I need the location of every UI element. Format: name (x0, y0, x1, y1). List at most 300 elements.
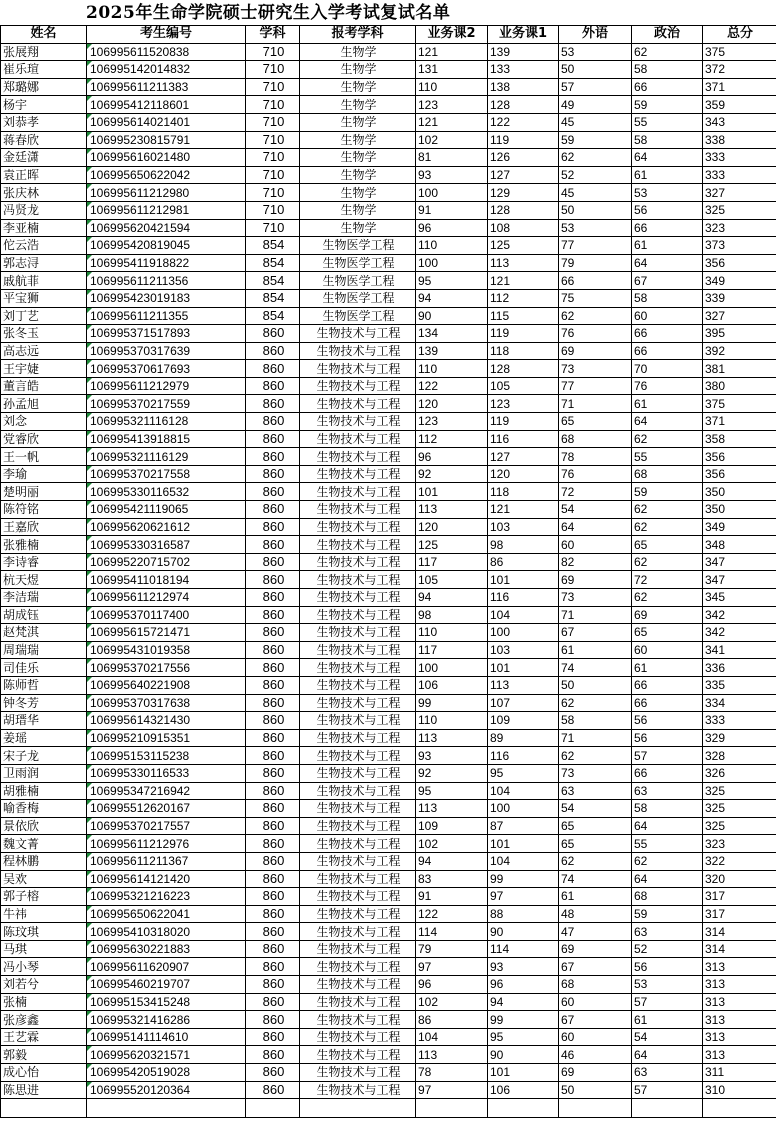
empty-cell[interactable] (87, 1099, 246, 1118)
cell-course2[interactable]: 102 (416, 131, 488, 149)
cell-exam-id[interactable]: 106995614121420 (87, 870, 246, 888)
cell-total[interactable]: 375 (703, 43, 776, 61)
cell-politics[interactable]: 52 (632, 940, 703, 958)
cell-foreign-language[interactable]: 77 (559, 237, 632, 255)
cell-name[interactable]: 刘念 (1, 413, 87, 431)
cell-name[interactable]: 王嘉欣 (1, 518, 87, 536)
empty-cell[interactable] (632, 1099, 703, 1118)
cell-politics[interactable]: 53 (632, 184, 703, 202)
cell-subject-code[interactable]: 860 (246, 395, 300, 413)
cell-foreign-language[interactable]: 73 (559, 360, 632, 378)
cell-total[interactable]: 317 (703, 905, 776, 923)
cell-major[interactable]: 生物技术与工程 (300, 553, 416, 571)
cell-politics[interactable]: 70 (632, 360, 703, 378)
cell-subject-code[interactable]: 860 (246, 483, 300, 501)
cell-major[interactable]: 生物技术与工程 (300, 571, 416, 589)
cell-exam-id[interactable]: 106995220715702 (87, 553, 246, 571)
cell-subject-code[interactable]: 860 (246, 870, 300, 888)
cell-subject-code[interactable]: 860 (246, 835, 300, 853)
cell-exam-id[interactable]: 106995321416286 (87, 1011, 246, 1029)
cell-major[interactable]: 生物技术与工程 (300, 888, 416, 906)
cell-name[interactable]: 楚明丽 (1, 483, 87, 501)
cell-exam-id[interactable]: 106995614021401 (87, 113, 246, 131)
cell-course2[interactable]: 100 (416, 254, 488, 272)
cell-total[interactable]: 325 (703, 201, 776, 219)
header-course1[interactable]: 业务课1 (488, 26, 559, 44)
cell-foreign-language[interactable]: 54 (559, 501, 632, 519)
cell-course1[interactable]: 86 (488, 553, 559, 571)
cell-subject-code[interactable]: 860 (246, 448, 300, 466)
cell-course2[interactable]: 95 (416, 272, 488, 290)
cell-course1[interactable]: 139 (488, 43, 559, 61)
cell-foreign-language[interactable]: 68 (559, 976, 632, 994)
cell-exam-id[interactable]: 106995630221883 (87, 940, 246, 958)
cell-name[interactable]: 孙孟旭 (1, 395, 87, 413)
cell-politics[interactable]: 63 (632, 923, 703, 941)
cell-foreign-language[interactable]: 50 (559, 1081, 632, 1099)
cell-major[interactable]: 生物技术与工程 (300, 905, 416, 923)
cell-politics[interactable]: 58 (632, 61, 703, 79)
cell-politics[interactable]: 61 (632, 237, 703, 255)
cell-subject-code[interactable]: 860 (246, 624, 300, 642)
cell-course1[interactable]: 100 (488, 624, 559, 642)
cell-politics[interactable]: 61 (632, 659, 703, 677)
cell-name[interactable]: 王宇婕 (1, 360, 87, 378)
cell-course2[interactable]: 121 (416, 43, 488, 61)
cell-politics[interactable]: 62 (632, 852, 703, 870)
cell-major[interactable]: 生物技术与工程 (300, 606, 416, 624)
cell-subject-code[interactable]: 854 (246, 272, 300, 290)
cell-course2[interactable]: 97 (416, 958, 488, 976)
cell-foreign-language[interactable]: 69 (559, 571, 632, 589)
cell-politics[interactable]: 62 (632, 430, 703, 448)
cell-major[interactable]: 生物技术与工程 (300, 694, 416, 712)
header-subject-code[interactable]: 学科 (246, 26, 300, 44)
cell-major[interactable]: 生物技术与工程 (300, 395, 416, 413)
cell-subject-code[interactable]: 710 (246, 149, 300, 167)
cell-course1[interactable]: 101 (488, 571, 559, 589)
cell-politics[interactable]: 67 (632, 272, 703, 290)
cell-name[interactable]: 马琪 (1, 940, 87, 958)
cell-subject-code[interactable]: 860 (246, 905, 300, 923)
cell-course2[interactable]: 113 (416, 800, 488, 818)
cell-total[interactable]: 333 (703, 149, 776, 167)
cell-foreign-language[interactable]: 50 (559, 676, 632, 694)
cell-course1[interactable]: 113 (488, 254, 559, 272)
cell-total[interactable]: 325 (703, 800, 776, 818)
cell-foreign-language[interactable]: 63 (559, 782, 632, 800)
cell-foreign-language[interactable]: 57 (559, 78, 632, 96)
cell-major[interactable]: 生物技术与工程 (300, 659, 416, 677)
cell-exam-id[interactable]: 106995650622041 (87, 905, 246, 923)
cell-major[interactable]: 生物技术与工程 (300, 430, 416, 448)
cell-name[interactable]: 张楠 (1, 993, 87, 1011)
cell-politics[interactable]: 65 (632, 536, 703, 554)
cell-foreign-language[interactable]: 82 (559, 553, 632, 571)
cell-major[interactable]: 生物学 (300, 201, 416, 219)
cell-total[interactable]: 342 (703, 606, 776, 624)
cell-course2[interactable]: 120 (416, 518, 488, 536)
cell-name[interactable]: 冯贤龙 (1, 201, 87, 219)
cell-exam-id[interactable]: 106995321216223 (87, 888, 246, 906)
cell-total[interactable]: 349 (703, 272, 776, 290)
cell-foreign-language[interactable]: 72 (559, 483, 632, 501)
cell-subject-code[interactable]: 854 (246, 289, 300, 307)
cell-total[interactable]: 359 (703, 96, 776, 114)
cell-major[interactable]: 生物技术与工程 (300, 377, 416, 395)
cell-total[interactable]: 314 (703, 923, 776, 941)
cell-exam-id[interactable]: 106995370317638 (87, 694, 246, 712)
cell-subject-code[interactable]: 860 (246, 712, 300, 730)
cell-total[interactable]: 345 (703, 589, 776, 607)
cell-course2[interactable]: 92 (416, 764, 488, 782)
cell-subject-code[interactable]: 860 (246, 413, 300, 431)
cell-total[interactable]: 371 (703, 413, 776, 431)
cell-course1[interactable]: 121 (488, 501, 559, 519)
cell-foreign-language[interactable]: 60 (559, 993, 632, 1011)
cell-exam-id[interactable]: 106995520120364 (87, 1081, 246, 1099)
cell-total[interactable]: 310 (703, 1081, 776, 1099)
cell-course1[interactable]: 122 (488, 113, 559, 131)
cell-politics[interactable]: 66 (632, 694, 703, 712)
cell-course2[interactable]: 96 (416, 219, 488, 237)
cell-subject-code[interactable]: 860 (246, 325, 300, 343)
cell-politics[interactable]: 63 (632, 782, 703, 800)
cell-total[interactable]: 323 (703, 219, 776, 237)
cell-foreign-language[interactable]: 77 (559, 377, 632, 395)
cell-course2[interactable]: 114 (416, 923, 488, 941)
cell-major[interactable]: 生物技术与工程 (300, 764, 416, 782)
cell-course2[interactable]: 86 (416, 1011, 488, 1029)
cell-name[interactable]: 景依欣 (1, 817, 87, 835)
cell-total[interactable]: 372 (703, 61, 776, 79)
cell-total[interactable]: 335 (703, 676, 776, 694)
cell-foreign-language[interactable]: 54 (559, 800, 632, 818)
cell-subject-code[interactable]: 710 (246, 131, 300, 149)
cell-foreign-language[interactable]: 59 (559, 131, 632, 149)
cell-total[interactable]: 325 (703, 782, 776, 800)
cell-name[interactable]: 刘若兮 (1, 976, 87, 994)
cell-politics[interactable]: 62 (632, 518, 703, 536)
empty-cell[interactable] (488, 1099, 559, 1118)
cell-name[interactable]: 胡瑨华 (1, 712, 87, 730)
cell-total[interactable]: 343 (703, 113, 776, 131)
cell-course1[interactable]: 118 (488, 483, 559, 501)
cell-exam-id[interactable]: 106995611211383 (87, 78, 246, 96)
cell-course1[interactable]: 90 (488, 923, 559, 941)
cell-course2[interactable]: 93 (416, 166, 488, 184)
cell-foreign-language[interactable]: 68 (559, 430, 632, 448)
cell-course2[interactable]: 94 (416, 589, 488, 607)
cell-politics[interactable]: 61 (632, 1011, 703, 1029)
cell-course2[interactable]: 117 (416, 553, 488, 571)
cell-total[interactable]: 375 (703, 395, 776, 413)
cell-politics[interactable]: 64 (632, 1046, 703, 1064)
cell-name[interactable]: 张庆林 (1, 184, 87, 202)
cell-politics[interactable]: 56 (632, 201, 703, 219)
cell-subject-code[interactable]: 710 (246, 184, 300, 202)
cell-subject-code[interactable]: 860 (246, 465, 300, 483)
cell-course2[interactable]: 98 (416, 606, 488, 624)
cell-foreign-language[interactable]: 49 (559, 96, 632, 114)
cell-course2[interactable]: 94 (416, 289, 488, 307)
cell-exam-id[interactable]: 106995370317639 (87, 342, 246, 360)
cell-total[interactable]: 356 (703, 448, 776, 466)
cell-name[interactable]: 钟冬芳 (1, 694, 87, 712)
cell-total[interactable]: 333 (703, 166, 776, 184)
cell-exam-id[interactable]: 106995620421594 (87, 219, 246, 237)
cell-course1[interactable]: 97 (488, 888, 559, 906)
cell-politics[interactable]: 56 (632, 958, 703, 976)
cell-course2[interactable]: 110 (416, 712, 488, 730)
cell-politics[interactable]: 66 (632, 342, 703, 360)
cell-politics[interactable]: 76 (632, 377, 703, 395)
cell-politics[interactable]: 68 (632, 465, 703, 483)
cell-major[interactable]: 生物技术与工程 (300, 465, 416, 483)
cell-course1[interactable]: 128 (488, 360, 559, 378)
cell-politics[interactable]: 61 (632, 395, 703, 413)
cell-foreign-language[interactable]: 67 (559, 624, 632, 642)
cell-total[interactable]: 326 (703, 764, 776, 782)
cell-foreign-language[interactable]: 79 (559, 254, 632, 272)
cell-exam-id[interactable]: 106995210915351 (87, 729, 246, 747)
cell-total[interactable]: 328 (703, 747, 776, 765)
cell-course1[interactable]: 98 (488, 536, 559, 554)
cell-foreign-language[interactable]: 69 (559, 342, 632, 360)
cell-name[interactable]: 胡成钰 (1, 606, 87, 624)
cell-subject-code[interactable]: 860 (246, 501, 300, 519)
cell-foreign-language[interactable]: 67 (559, 958, 632, 976)
cell-course1[interactable]: 121 (488, 272, 559, 290)
cell-foreign-language[interactable]: 62 (559, 747, 632, 765)
cell-foreign-language[interactable]: 69 (559, 1064, 632, 1082)
cell-course1[interactable]: 120 (488, 465, 559, 483)
cell-politics[interactable]: 56 (632, 712, 703, 730)
cell-major[interactable]: 生物技术与工程 (300, 641, 416, 659)
cell-politics[interactable]: 57 (632, 1081, 703, 1099)
cell-course2[interactable]: 113 (416, 501, 488, 519)
cell-politics[interactable]: 54 (632, 1028, 703, 1046)
cell-course1[interactable]: 114 (488, 940, 559, 958)
cell-exam-id[interactable]: 106995230815791 (87, 131, 246, 149)
cell-exam-id[interactable]: 106995614321430 (87, 712, 246, 730)
cell-course1[interactable]: 115 (488, 307, 559, 325)
cell-course2[interactable]: 121 (416, 113, 488, 131)
cell-name[interactable]: 张展翔 (1, 43, 87, 61)
cell-major[interactable]: 生物技术与工程 (300, 940, 416, 958)
cell-major[interactable]: 生物技术与工程 (300, 536, 416, 554)
cell-major[interactable]: 生物技术与工程 (300, 1028, 416, 1046)
cell-major[interactable]: 生物学 (300, 78, 416, 96)
cell-exam-id[interactable]: 106995371517893 (87, 325, 246, 343)
cell-name[interactable]: 蒋春欣 (1, 131, 87, 149)
cell-foreign-language[interactable]: 62 (559, 149, 632, 167)
cell-subject-code[interactable]: 860 (246, 993, 300, 1011)
cell-course1[interactable]: 88 (488, 905, 559, 923)
cell-name[interactable]: 冯小琴 (1, 958, 87, 976)
cell-foreign-language[interactable]: 65 (559, 835, 632, 853)
cell-course2[interactable]: 134 (416, 325, 488, 343)
cell-name[interactable]: 赵梵淇 (1, 624, 87, 642)
cell-subject-code[interactable]: 710 (246, 61, 300, 79)
cell-course1[interactable]: 100 (488, 800, 559, 818)
header-exam-id[interactable]: 考生编号 (87, 26, 246, 44)
cell-name[interactable]: 戚航菲 (1, 272, 87, 290)
cell-course2[interactable]: 105 (416, 571, 488, 589)
cell-total[interactable]: 381 (703, 360, 776, 378)
cell-foreign-language[interactable]: 48 (559, 905, 632, 923)
cell-foreign-language[interactable]: 62 (559, 694, 632, 712)
cell-total[interactable]: 358 (703, 430, 776, 448)
cell-course1[interactable]: 104 (488, 606, 559, 624)
cell-foreign-language[interactable]: 60 (559, 1028, 632, 1046)
cell-course1[interactable]: 123 (488, 395, 559, 413)
cell-major[interactable]: 生物医学工程 (300, 237, 416, 255)
cell-course1[interactable]: 99 (488, 1011, 559, 1029)
cell-politics[interactable]: 58 (632, 289, 703, 307)
cell-name[interactable]: 胡雅楠 (1, 782, 87, 800)
cell-subject-code[interactable]: 860 (246, 729, 300, 747)
cell-course1[interactable]: 104 (488, 852, 559, 870)
cell-course1[interactable]: 101 (488, 659, 559, 677)
cell-course1[interactable]: 99 (488, 870, 559, 888)
cell-foreign-language[interactable]: 74 (559, 659, 632, 677)
cell-course1[interactable]: 126 (488, 149, 559, 167)
cell-total[interactable]: 380 (703, 377, 776, 395)
cell-name[interactable]: 李瑜 (1, 465, 87, 483)
cell-exam-id[interactable]: 106995611211367 (87, 852, 246, 870)
cell-politics[interactable]: 66 (632, 764, 703, 782)
cell-name[interactable]: 周瑞瑞 (1, 641, 87, 659)
cell-subject-code[interactable]: 860 (246, 694, 300, 712)
cell-total[interactable]: 356 (703, 465, 776, 483)
cell-course1[interactable]: 105 (488, 377, 559, 395)
cell-politics[interactable]: 62 (632, 43, 703, 61)
cell-exam-id[interactable]: 106995330116533 (87, 764, 246, 782)
empty-cell[interactable] (703, 1099, 776, 1118)
cell-exam-id[interactable]: 106995370217556 (87, 659, 246, 677)
cell-foreign-language[interactable]: 62 (559, 307, 632, 325)
cell-politics[interactable]: 58 (632, 131, 703, 149)
cell-exam-id[interactable]: 106995370217559 (87, 395, 246, 413)
cell-course1[interactable]: 89 (488, 729, 559, 747)
cell-exam-id[interactable]: 106995611520838 (87, 43, 246, 61)
cell-major[interactable]: 生物技术与工程 (300, 325, 416, 343)
cell-total[interactable]: 313 (703, 976, 776, 994)
empty-cell[interactable] (559, 1099, 632, 1118)
header-course2[interactable]: 业务课2 (416, 26, 488, 44)
cell-total[interactable]: 395 (703, 325, 776, 343)
cell-exam-id[interactable]: 106995412118601 (87, 96, 246, 114)
cell-foreign-language[interactable]: 53 (559, 43, 632, 61)
cell-total[interactable]: 311 (703, 1064, 776, 1082)
cell-course1[interactable]: 95 (488, 764, 559, 782)
cell-total[interactable]: 342 (703, 624, 776, 642)
cell-course2[interactable]: 91 (416, 888, 488, 906)
cell-major[interactable]: 生物学 (300, 96, 416, 114)
header-politics[interactable]: 政治 (632, 26, 703, 44)
cell-exam-id[interactable]: 106995142014832 (87, 61, 246, 79)
cell-politics[interactable]: 69 (632, 606, 703, 624)
cell-politics[interactable]: 68 (632, 888, 703, 906)
cell-name[interactable]: 张雅楠 (1, 536, 87, 554)
cell-exam-id[interactable]: 106995413918815 (87, 430, 246, 448)
cell-politics[interactable]: 65 (632, 624, 703, 642)
header-total[interactable]: 总分 (703, 26, 776, 44)
cell-exam-id[interactable]: 106995611211355 (87, 307, 246, 325)
cell-course2[interactable]: 102 (416, 835, 488, 853)
cell-exam-id[interactable]: 106995460219707 (87, 976, 246, 994)
cell-politics[interactable]: 64 (632, 817, 703, 835)
cell-subject-code[interactable]: 710 (246, 219, 300, 237)
cell-course2[interactable]: 122 (416, 905, 488, 923)
cell-foreign-language[interactable]: 60 (559, 536, 632, 554)
cell-total[interactable]: 349 (703, 518, 776, 536)
cell-name[interactable]: 宋子龙 (1, 747, 87, 765)
cell-major[interactable]: 生物学 (300, 131, 416, 149)
cell-subject-code[interactable]: 860 (246, 817, 300, 835)
cell-total[interactable]: 314 (703, 940, 776, 958)
cell-exam-id[interactable]: 106995611212979 (87, 377, 246, 395)
cell-subject-code[interactable]: 860 (246, 782, 300, 800)
cell-foreign-language[interactable]: 67 (559, 1011, 632, 1029)
cell-subject-code[interactable]: 710 (246, 43, 300, 61)
cell-exam-id[interactable]: 106995616021480 (87, 149, 246, 167)
cell-name[interactable]: 陈符铭 (1, 501, 87, 519)
cell-total[interactable]: 348 (703, 536, 776, 554)
cell-major[interactable]: 生物学 (300, 184, 416, 202)
cell-major[interactable]: 生物技术与工程 (300, 624, 416, 642)
cell-total[interactable]: 327 (703, 184, 776, 202)
cell-name[interactable]: 杨宇 (1, 96, 87, 114)
cell-foreign-language[interactable]: 71 (559, 606, 632, 624)
cell-exam-id[interactable]: 106995615721471 (87, 624, 246, 642)
cell-course2[interactable]: 104 (416, 1028, 488, 1046)
cell-major[interactable]: 生物技术与工程 (300, 1081, 416, 1099)
cell-course1[interactable]: 103 (488, 641, 559, 659)
cell-foreign-language[interactable]: 61 (559, 641, 632, 659)
cell-total[interactable]: 313 (703, 1028, 776, 1046)
cell-course2[interactable]: 131 (416, 61, 488, 79)
cell-course1[interactable]: 116 (488, 430, 559, 448)
cell-total[interactable]: 322 (703, 852, 776, 870)
cell-subject-code[interactable]: 860 (246, 888, 300, 906)
cell-politics[interactable]: 62 (632, 589, 703, 607)
cell-course2[interactable]: 110 (416, 237, 488, 255)
cell-subject-code[interactable]: 860 (246, 1011, 300, 1029)
cell-major[interactable]: 生物技术与工程 (300, 852, 416, 870)
cell-subject-code[interactable]: 710 (246, 96, 300, 114)
cell-subject-code[interactable]: 860 (246, 589, 300, 607)
cell-course1[interactable]: 101 (488, 1064, 559, 1082)
cell-course2[interactable]: 97 (416, 1081, 488, 1099)
cell-foreign-language[interactable]: 61 (559, 888, 632, 906)
cell-subject-code[interactable]: 860 (246, 764, 300, 782)
cell-course2[interactable]: 96 (416, 976, 488, 994)
cell-course2[interactable]: 92 (416, 465, 488, 483)
cell-subject-code[interactable]: 860 (246, 659, 300, 677)
cell-name[interactable]: 喻香梅 (1, 800, 87, 818)
cell-foreign-language[interactable]: 62 (559, 852, 632, 870)
cell-course2[interactable]: 81 (416, 149, 488, 167)
cell-course2[interactable]: 102 (416, 993, 488, 1011)
cell-major[interactable]: 生物技术与工程 (300, 976, 416, 994)
cell-course2[interactable]: 109 (416, 817, 488, 835)
cell-subject-code[interactable]: 860 (246, 536, 300, 554)
cell-subject-code[interactable]: 860 (246, 852, 300, 870)
cell-total[interactable]: 356 (703, 254, 776, 272)
cell-course1[interactable]: 119 (488, 325, 559, 343)
